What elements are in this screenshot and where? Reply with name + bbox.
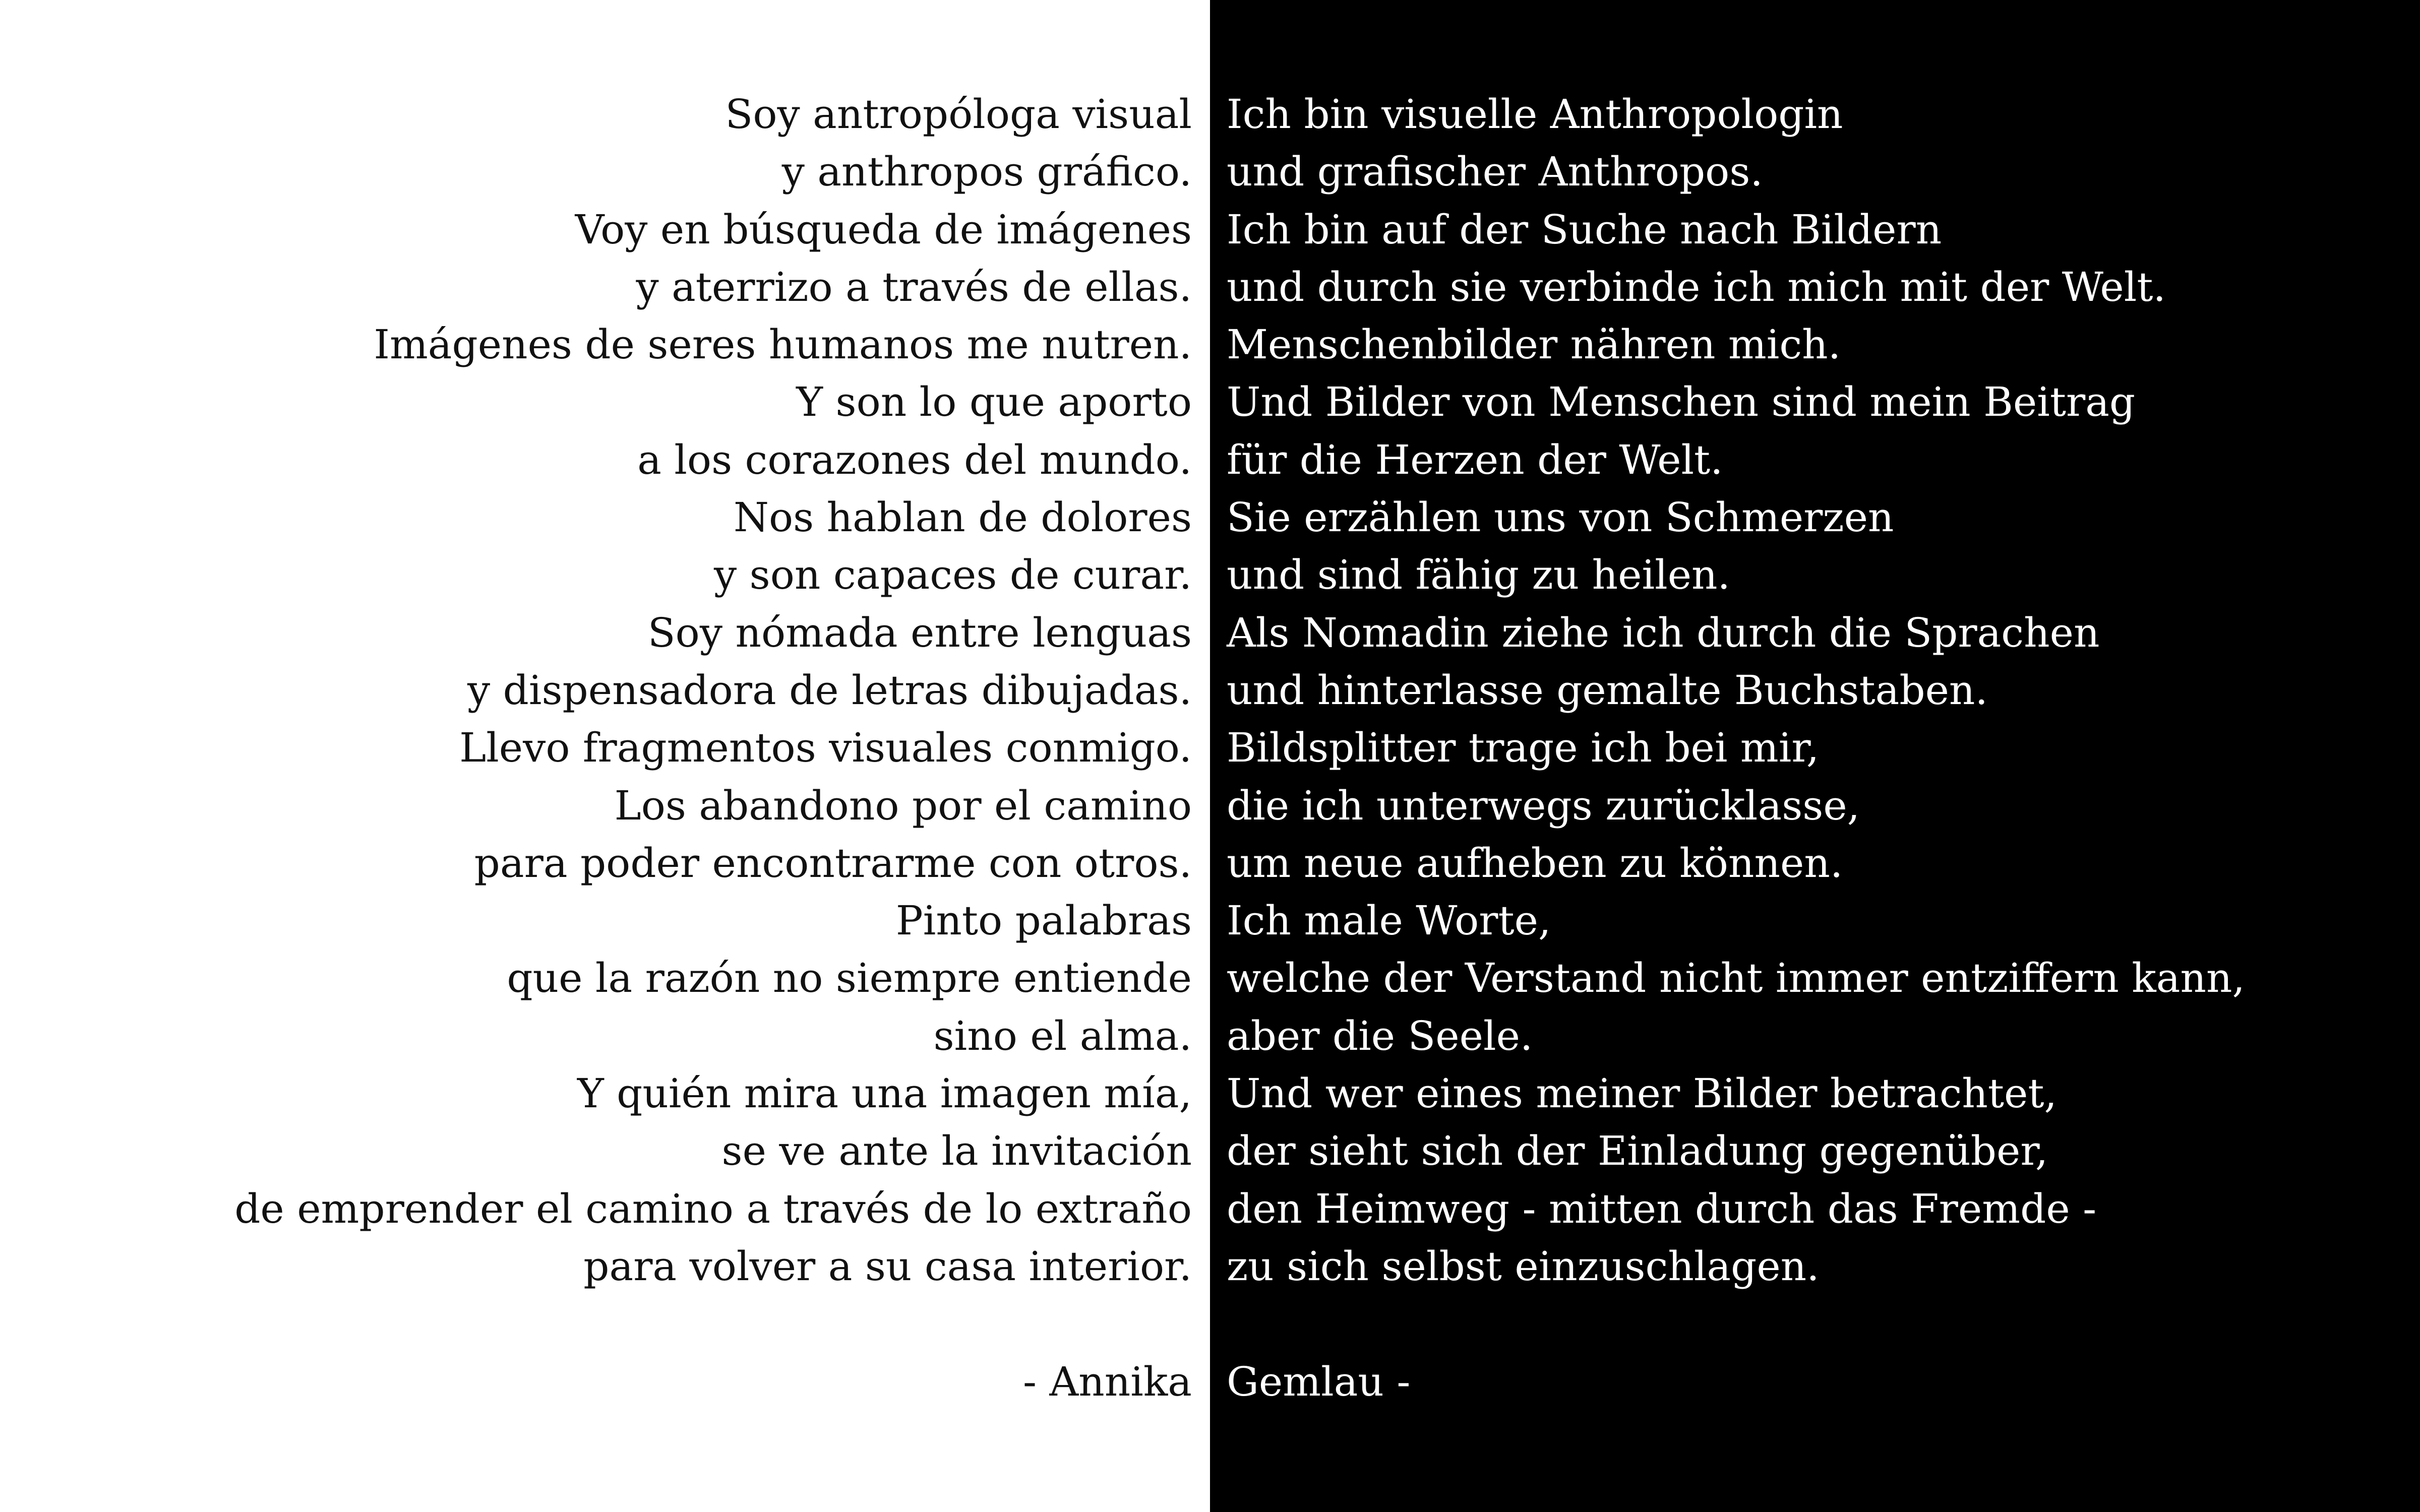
poem-line-es: Voy en búsqueda de imágenes [575, 206, 1192, 253]
poem-line-de: Ich bin auf der Suche nach Bildern [1227, 206, 1942, 253]
poem-line-de: Und Bilder von Menschen sind mein Beitrag [1227, 379, 2136, 426]
poem-line-es: y aterrizo a través de ellas. [636, 263, 1192, 310]
signature-last-name: Gemlau - [1227, 1358, 1411, 1405]
poem-line-es: Y son lo que aporto [796, 379, 1192, 426]
poem-line-de: Als Nomadin ziehe ich durch die Sprachen [1227, 609, 2100, 656]
poem-line-es: que la razón no siempre entiende [507, 955, 1192, 1002]
poem-line-es: Pinto palabras [895, 897, 1192, 944]
poem-line-de: Bildsplitter trage ich bei mir, [1227, 724, 1820, 772]
stanza-gap [1227, 1295, 2245, 1353]
poem-line-es: y dispensadora de letras dibujadas. [467, 666, 1192, 714]
poem-line-de: der sieht sich der Einladung gegenüber, [1227, 1127, 2048, 1175]
poem-line-es: Soy antropóloga visual [725, 91, 1192, 138]
poem-line-de: den Heimweg - mitten durch das Fremde - [1227, 1185, 2097, 1232]
poem-line-es: y anthropos gráfico. [781, 148, 1192, 196]
poem-line-de: und hinterlasse gemalte Buchstaben. [1227, 666, 1988, 714]
poem-line-de: welche der Verstand nicht immer entziffern kann, [1227, 955, 2245, 1002]
german-poem-column [1227, 86, 2245, 1411]
poem-line-es: Nos hablan de dolores [733, 494, 1192, 541]
poem-line-de: Sie erzählen uns von Schmerzen [1227, 494, 1894, 541]
poem-line-es: Llevo fragmentos visuales conmigo. [459, 724, 1192, 772]
poem-line-de: und grafischer Anthropos. [1227, 148, 1763, 196]
poem-line-es: Y quién mira una imagen mía, [577, 1070, 1192, 1117]
signature-first-name: - Annika [1022, 1358, 1192, 1405]
poem-line-de: um neue aufheben zu können. [1227, 839, 1843, 887]
poem-line-es: Imágenes de seres humanos me nutren. [374, 321, 1192, 368]
poem-line-es: para poder encontrarme con otros. [474, 839, 1192, 887]
poem-line-de: Ich bin visuelle Anthropologin [1227, 91, 1843, 138]
poem-line-de: zu sich selbst einzuschlagen. [1227, 1242, 1820, 1290]
poem-line-de: und sind fähig zu heilen. [1227, 551, 1730, 599]
poem-line-de: Menschenbilder nähren mich. [1227, 321, 1841, 368]
poem-line-de: für die Herzen der Welt. [1227, 436, 1723, 483]
poem-line-de: und durch sie verbinde ich mich mit der Welt. [1227, 263, 2166, 310]
poem-line-es: se ve ante la invitación [721, 1127, 1192, 1175]
poem-line-de: die ich unterwegs zurücklasse, [1227, 782, 1860, 829]
poem-line-es: y son capaces de curar. [714, 551, 1192, 599]
poem-line-es: de emprender el camino a través de lo extraño [234, 1185, 1192, 1232]
poem-line-de: Ich male Worte, [1227, 897, 1551, 944]
poem-line-es: sino el alma. [933, 1012, 1192, 1059]
poem-line-es: para volver a su casa interior. [583, 1242, 1192, 1290]
poem-line-es: Soy nómada entre lenguas [647, 609, 1192, 656]
poem-line-de: Und wer eines meiner Bilder betrachtet, [1227, 1070, 2057, 1117]
spanish-poem-column [234, 86, 1192, 1411]
poem-line-es: a los corazones del mundo. [637, 436, 1192, 483]
poem-line-es: Los abandono por el camino [614, 782, 1192, 829]
poem-line-de: aber die Seele. [1227, 1012, 1533, 1059]
stanza-gap [234, 1295, 1192, 1353]
